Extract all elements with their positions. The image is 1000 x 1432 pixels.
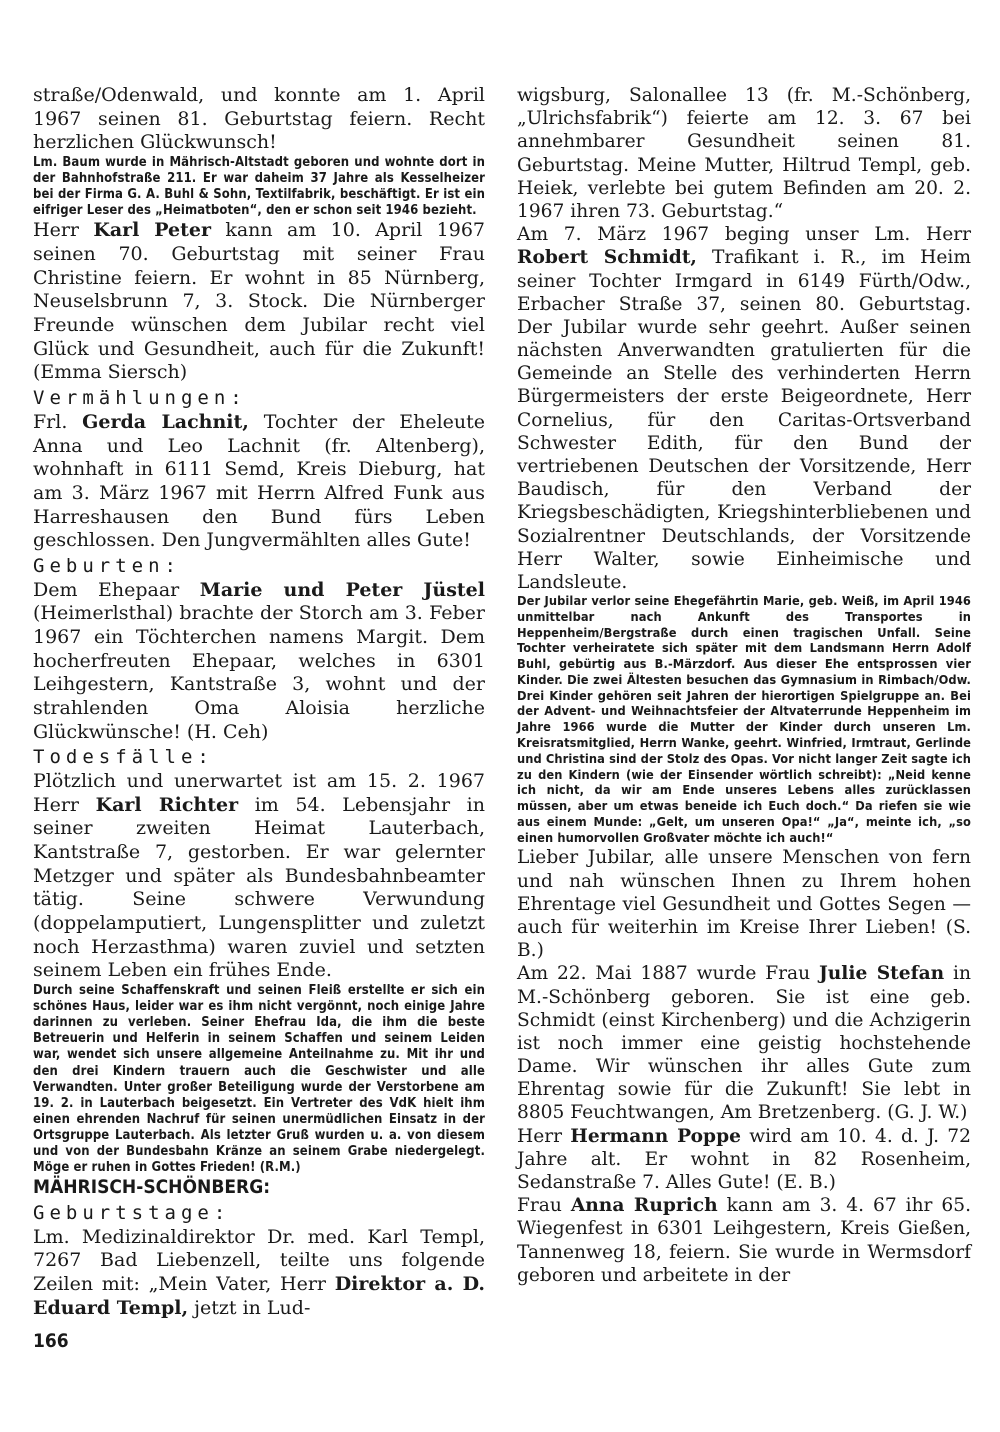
section-heading-geburtstage: Geburtstage: — [33, 1201, 231, 1224]
small-print-note: Durch seine Schaffenskraft und seinen Fleiß erstellte er sich ein schönes Haus, leider war es ihm nicht vergönnt, noch einige Jahre darinnen zu verleben. Seiner Ehefrau Ida, die ihm die beste Betreuerin und Helferin in seinem Schaffen und seinem Leiden war, wendet sich unsere allgemeine Anteilnahme zu. Mit ihr und den drei Kindern trauern auch die Geschwister und alle Verwandten. Unter großer Beteiligung wurde der Verstorbene am 19. 2. in Lauterbach beigesetzt. Ein Vertreter des VdK hielt ihm einen ehrenden Nachruf für seinen unermüdlichen Einsatz in der Ortsgruppe Lauterbach. Als letzter Gruß wurden u. a. von diesem und von der Bundesbahn Kränze an seinem Grabe niedergelegt. Möge er ruhen in Gottes Frieden! (R.M.) — [33, 982, 485, 1176]
section-heading-todesfaelle: Todesfälle: — [33, 746, 214, 769]
person-name: Karl Richter — [95, 793, 239, 816]
article-paragraph: Plötzlich und unerwartet ist am 15. 2. 1967 Herr Karl Richter im 54. Lebensjahr in seiner zweiten Heimat Lauterbach, Kantstraße 7, gestorben. Er war gelernter Metzger und später als Bundesbahnbeamter tätig. Seine schwere Verwundung (doppelamputiert, Lungensplitter und zuletzt noch Herzasthma) waren zuviel und setzten seinem Leben ein frühes Ende. — [33, 769, 485, 982]
section-heading-vermaehlungen: Vermählungen: — [33, 387, 247, 410]
left-column — [33, 84, 485, 1320]
article-paragraph: Frl. Gerda Lachnit, Tochter der Eheleute Anna und Leo Lachnit (fr. Altenberg), wohnhaft in 6111 Semd, Kreis Dieburg, hat am 3. März 1967 mit Herrn Alfred Funk aus Harreshausen den Bund fürs Leben geschlossen. Den Jungvermählten alles Gute! — [33, 410, 486, 552]
small-print-note: Der Jubilar verlor seine Ehegefährtin Marie, geb. Weiß, im April 1946 unmittelbar nach Ankunft des Transportes in Heppenheim/Bergstraße durch einen tragischen Unfall. Seine Tochter verheiratete sich später mit dem Landsmann Herrn Adolf Buhl, gebürtig aus B.-Märzdorf. Aus dieser Ehe entsprossen vier Kinder. Die zwei Ältesten besuchen das Gymnasium in Rimbach/Odw. Drei Kinder gehören seit Jahren der hierortigen Spielgruppe an. Bei der Advent- und Weihnachtsfeier der Altvaterrunde Heppenheim im Jahre 1966 wurde die Mutter der Kinder durch unseren Lm. Kreisratsmitglied, Herrn Wanke, geehrt. Winfried, Irmtraut, Gerlinde und Christina sind der Stolz des Opas. Vor nicht langer Zeit sagte ich zu den Kindern (wie der Einsender wörtlich schreibt): „Neid kenne ich nicht, da wir am Ende unseres Lebens alles zurücklassen müssen, aber um etwas beneide ich Euch doch.“ Da riefen sie wie aus einem Munde: „Gelt, um unseren Opa!“ „Ja“, meinte ich, „so einen humorvollen Großvater möchte ich auch!“ — [517, 594, 971, 846]
small-print-note: Lm. Baum wurde in Mährisch-Altstadt geboren und wohnte dort in der Bahnhofstraße 211. Er war daheim 37 Jahre als Kesselheizer bei der Firma G. A. Buhl & Sohn, Textilfabrik, beschäftigt. Er ist ein eifriger Leser des „Heimatboten“, den er schon seit 1946 bezieht. — [33, 155, 485, 219]
person-name: Karl Peter — [93, 219, 212, 242]
article-paragraph: Lieber Jubilar, alle unsere Menschen von fern und nah wünschen Ihnen zu Ihrem hohen Ehrentage viel Gesundheit und Gottes Segen — auch für weiterhin im Kreise Ihrer Lieben! (S. B.) — [517, 847, 971, 962]
page-number: 166 — [33, 1330, 69, 1352]
person-name: Marie und Peter Jüstel — [199, 578, 485, 601]
article-paragraph: straße/Odenwald, und konnte am 1. April 1967 seinen 81. Geburtstag feiern. Recht herzlichen Glückwunsch! — [33, 84, 485, 154]
person-name: Robert Schmidt, — [517, 247, 697, 269]
article-paragraph: Frau Anna Ruprich kann am 3. 4. 67 ihr 65. Wiegenfest in 6301 Leihgestern, Kreis Gießen, Tannenweg 18, feiern. Sie wurde in Wermsdorf geboren und arbeitete in der — [517, 1195, 971, 1286]
right-column — [517, 84, 971, 1287]
person-name: Gerda Lachnit, — [82, 410, 249, 433]
article-paragraph: Dem Ehepaar Marie und Peter Jüstel (Heimerlsthal) brachte der Storch am 3. Feber 1967 ein Töchterchen namens Margit. Dem hocherfreuten Ehepaar, welches in 6301 Leihgestern, Kantstraße 3, wohnt und der strahlenden Oma Aloisia herzliche Glückwünsche! (H. Ceh) — [33, 578, 485, 743]
article-paragraph: wigsburg, Salonallee 13 (fr. M.-Schönberg, „Ulrichsfabrik“) feierte am 12. 3. 67 bei annehmbarer Gesundheit seinen 81. Geburtstag. Meine Mutter, Hiltrud Templ, geb. Heiek, verlebte bei gutem Befinden am 20. 2. 1967 ihren 73. Geburtstag.“ — [517, 85, 971, 222]
article-paragraph: Herr Karl Peter kann am 10. April 1967 seinen 70. Geburtstag mit seiner Frau Christine feiern. Er wohnt in 85 Nürnberg, Neuselsbrunn 7, 3. Stock. Die Nürnberger Freunde wünschen dem Jubilar recht viel Glück und Gesundheit, auch für die Zukunft! (Emma Siersch) — [33, 219, 485, 384]
person-name: Direktor a. D. Eduard Templ, — [33, 1272, 485, 1319]
section-heading-geburten: Geburten: — [33, 554, 181, 577]
person-name: Anna Ruprich — [570, 1195, 718, 1217]
article-paragraph: Am 22. Mai 1887 wurde Frau Julie Stefan in M.-Schönberg geboren. Sie ist eine geb. Schmidt (einst Kirchenberg) und die Achzigerin ist noch immer eine geistig hochstehende Dame. Wir wünschen ihr alles Gute zum Ehrentag sowie für die Zukunft! Sie lebt in 8805 Feuchtwangen, Am Bretzenberg. (G. J. W.) — [517, 963, 971, 1124]
person-name: Hermann Poppe — [570, 1125, 741, 1147]
article-paragraph: Am 7. März 1967 beging unser Lm. Herr Robert Schmidt, Trafikant i. R., im Heim seiner Tochter Irmgard in 6149 Fürth/Odw., Erbacher Straße 37, seinen 80. Geburtstag. Der Jubilar wurde sehr geehrt. Außer seinen nächsten Anverwandten gratulierten für die Gemeinde an Stelle des verhinderten Herrn Bürgermeisters der erste Beigeordnete, Herr Cornelius, für den Caritas-Ortsverband Schwester Edith, für den Bund der vertriebenen Deutschen der Vorsitzende, Herr Baudisch, für den Verband der Kriegsbeschädigten, Kriegshinterbliebenen und Sozialrentner Deutschlands, der Vorsitzende Herr Walter, sowie Einheimische und Landsleute. — [517, 224, 971, 593]
person-name: Julie Stefan — [818, 963, 945, 985]
town-heading: MÄHRISCH-SCHÖNBERG: — [33, 1176, 271, 1199]
article-paragraph: Herr Hermann Poppe wird am 10. 4. d. J. 72 Jahre alt. Er wohnt in 82 Rosenheim, Sedanstraße 7. Alles Gute! (E. B.) — [517, 1125, 971, 1193]
article-paragraph: Lm. Medizinaldirektor Dr. med. Karl Templ, 7267 Bad Liebenzell, teilte uns folgende Zeilen mit: „Mein Vater, Herr Direktor a. D. Eduard Templ, jetzt in Lud- — [33, 1225, 485, 1319]
